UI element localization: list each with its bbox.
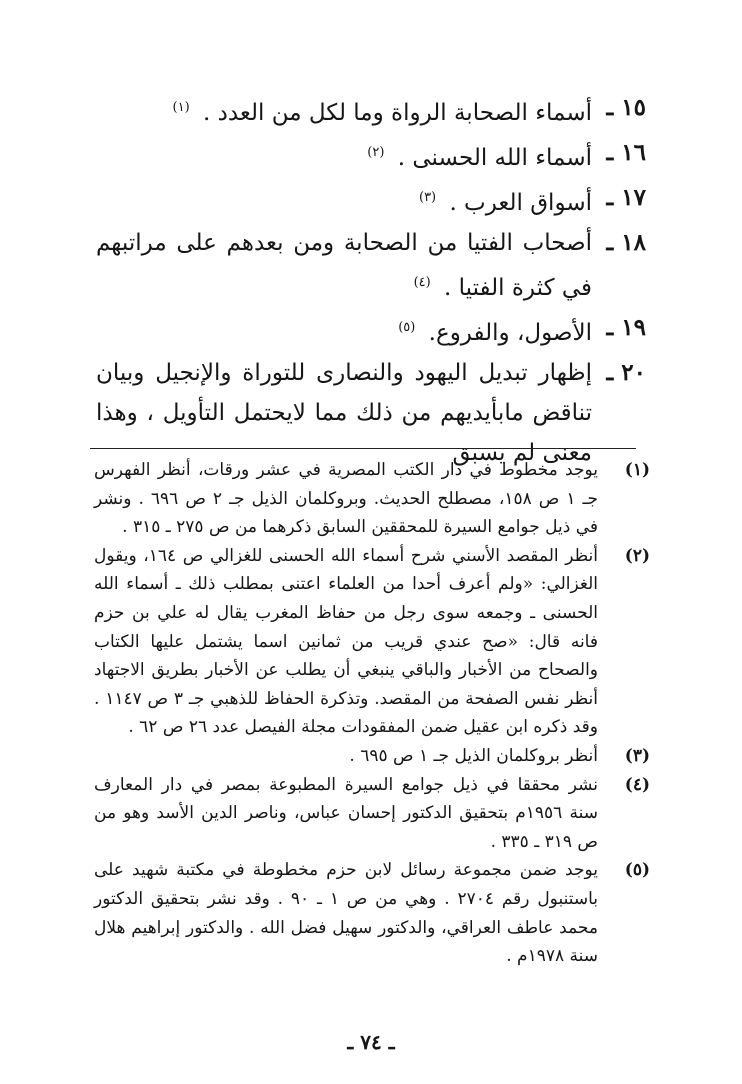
footnote-text: يوجد ضمن مجموعة رسائل لابن حزم مخطوطة في مكتبة شهيد على باستنبول رقم ٢٧٠٤ . وهي من ص ١ ـ ٩٠ . وقد نشر بتحقيق الدكتور محمد عاطف العراقي، والدكتور سهيل فضل الله . والدكتور إبراهيم هلال سنة ١٩٧٨م . — [94, 860, 598, 967]
footnote-ref: (٤) — [413, 275, 431, 290]
footnote-text: أنظر المقصد الأسني شرح أسماء الله الحسنى للغزالي ص ١٦٤، ويقول الغزالي: «ولم أعرف أحدا من العلماء اعتنى بمطلب ذلك ـ أسماء الله الحسنى ـ وجمعه سوى رجل من حفاظ المغرب يقال له علي بن حزم فانه قال: «صح عندي قريب من ثمانين اسما يشتمل عليها الكتاب والصحاح من الأخبار والباقي ينبغي أن يطلب عن الأخبار بطريق الاجتهاد أنظر نفس الصفحة من المقصد. وتذكرة الحفاظ للذهبي جـ ٣ ص ١١٤٧ . وقد ذكره ابن عقيل ضمن المفقودات مجلة الفيصل عدد ٢٦ ص ٦٢ . — [94, 545, 598, 738]
footnote-text: أنظر بروكلمان الذيل جـ ١ ص ٦٩٥ . — [349, 745, 598, 766]
list-item — [96, 308, 646, 353]
item-number: ١٥ ـ — [606, 94, 646, 121]
footnote-ref: (٥) — [398, 320, 416, 335]
footnotes — [94, 456, 650, 971]
footnote-number: (١) — [624, 460, 650, 480]
item-text: الأصول، والفروع. $^{(٥)}$ — [398, 320, 592, 346]
footnote-text: نشر محققا في ذيل جوامع السيرة المطبوعة بمصر في دار المعارف سنة ١٩٥٦م بتحقيق الدكتور إحسان عباس، وناصر الدين الأسد وهو من ص ٣١٩ ـ ٣٣٥ . — [94, 774, 598, 852]
list-item — [96, 88, 646, 133]
item-number: ١٨ ـ — [606, 229, 646, 256]
footnote — [94, 856, 650, 970]
footnote-ref: (١) — [172, 100, 190, 115]
list-item — [96, 223, 646, 308]
footnote-ref: (٢) — [367, 145, 385, 160]
footnote — [94, 742, 650, 771]
item-number: ١٧ ـ — [606, 184, 646, 211]
footnote-number: (٣) — [624, 745, 650, 766]
main-list — [96, 88, 646, 473]
footnote-number: (٢) — [624, 545, 650, 566]
list-item — [96, 353, 646, 473]
item-text: أسواق العرب . $^{(٣)}$ — [418, 190, 592, 216]
list-item — [96, 133, 646, 178]
footnote — [94, 456, 650, 542]
footnote-text: يوجد مخطوط في دار الكتب المصرية في عشر ورقات، أنظر الفهرس جـ ١ ص ١٥٨، مصطلح الحديث. وبروكلمان الذيل جـ ٢ ص ٦٩٦ . ونشر في ذيل جوامع السيرة للمحققين السابق ذكرهما من ص ٢٧٥ ـ ٣١٥ . — [94, 460, 598, 538]
item-text: أسماء الله الحسنى . $^{(٢)}$ — [367, 145, 592, 171]
item-number: ٢٠ ـ — [606, 359, 646, 386]
footnote — [94, 542, 650, 742]
item-text: أسماء الصحابة الرواة وما لكل من العدد . $^{(١)}$ — [172, 100, 592, 126]
footnote-divider — [90, 448, 636, 449]
item-text: إظهار تبديل اليهود والنصارى للتوراة والإنجيل وبيان تناقض مابأيديهم من ذلك مما لايحتمل التأويل ، وهذا معنى لم يسبق — [96, 360, 592, 466]
footnote — [94, 771, 650, 857]
item-text: أصحاب الفتيا من الصحابة ومن بعدهم على مراتبهم في كثرة الفتيا . $^{(٤)}$ — [96, 230, 592, 301]
item-number: ١٩ ـ — [606, 314, 646, 341]
footnote-number: (٥) — [624, 860, 650, 881]
list-item — [96, 178, 646, 223]
footnote-number: (٤) — [624, 774, 650, 795]
page-number: ـ ٧٤ ـ — [347, 1030, 395, 1054]
item-number: ١٦ ـ — [606, 139, 646, 166]
footnote-ref: (٣) — [418, 190, 437, 205]
